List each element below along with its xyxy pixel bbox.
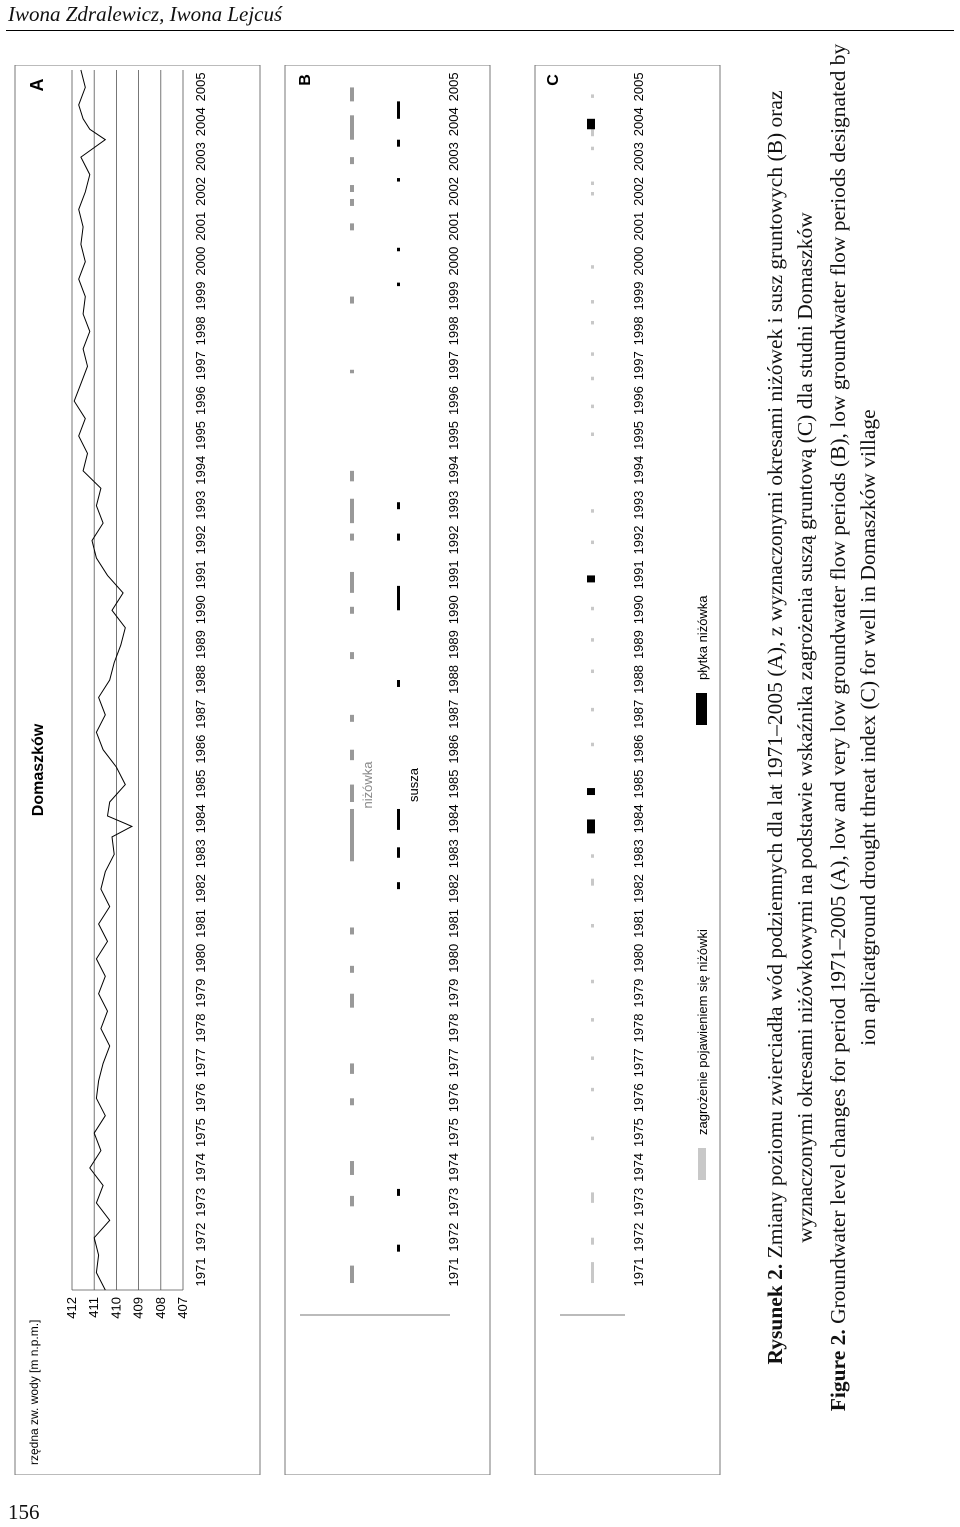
susza-period-bar: [397, 680, 400, 687]
year-label: 1971: [446, 1257, 461, 1287]
panel-b-letter: B: [297, 74, 314, 86]
threat-period-bar: [591, 192, 594, 195]
year-label: 2000: [631, 246, 646, 276]
shallow-period-bar: [587, 119, 595, 129]
legend-threat-swatch: [698, 1148, 706, 1180]
year-label: 2005: [631, 72, 646, 102]
year-label: 1992: [631, 525, 646, 555]
shallow-period-bar: [587, 819, 595, 833]
niz-period-bar: [350, 1063, 354, 1073]
y-tick-label: 409: [130, 1297, 146, 1319]
year-label: 1972: [446, 1222, 461, 1252]
threat-period-bar: [591, 147, 594, 150]
year-label: 1998: [631, 316, 646, 346]
year-label: 1974: [631, 1152, 646, 1182]
year-label: 1973: [193, 1187, 208, 1217]
niz-period-bar: [350, 785, 354, 802]
threat-period-bar: [591, 1088, 594, 1091]
niz-period-bar: [350, 370, 354, 373]
year-label: 1977: [446, 1048, 461, 1078]
groundwater-level-line: [74, 70, 132, 1290]
panel-c-frame: [535, 65, 720, 1475]
figure-svg: [10, 65, 750, 1475]
panel-a-letter: A: [27, 78, 47, 92]
legend-shallow-swatch: [696, 693, 707, 725]
threat-period-bar: [591, 377, 594, 380]
caption-pl: [760, 30, 820, 1425]
year-label: 1980: [631, 943, 646, 973]
year-label: 2004: [631, 107, 646, 137]
year-label: 1984: [193, 804, 208, 834]
y-tick-label: 410: [108, 1297, 124, 1319]
caption-en-text: Groundwater level changes for period 1971–2005 (A), low and very low groundwater flow periods (B), low groundwater flow periods designated by ion aplicatground drought threat index (C) for well in Domaszków village: [826, 43, 880, 1330]
year-label: 1980: [193, 943, 208, 973]
year-label: 1997: [631, 351, 646, 381]
year-label: 1987: [631, 699, 646, 729]
threat-period-bar: [591, 94, 594, 97]
year-label: 1983: [446, 839, 461, 869]
year-label: 1981: [446, 908, 461, 938]
year-label: 1999: [446, 281, 461, 311]
niz-period-bar: [350, 471, 354, 481]
y-tick-label: 408: [152, 1297, 168, 1319]
susza-label: susza: [406, 768, 421, 802]
susza-period-bar: [397, 534, 400, 541]
niz-period-bar: [350, 499, 354, 523]
year-label: 1988: [631, 664, 646, 694]
year-label: 1981: [631, 908, 646, 938]
niz-period-bar: [350, 652, 354, 659]
year-label: 1979: [193, 978, 208, 1008]
year-label: 1972: [193, 1222, 208, 1252]
year-label: 1980: [446, 943, 461, 973]
caption-pl-text: Zmiany poziomu zwierciadła wód podziemnych dla lat 1971–2005 (A), z wyznaczonymi okresami niżówek i susz gruntowych (B) oraz wyznaczonymi okresami niżówkowymi na podstawie wskaźnika zagrożenia suszą gruntową (C) dla studni Domaszków: [763, 90, 817, 1264]
year-label: 2001: [193, 211, 208, 241]
threat-period-bar: [591, 924, 594, 927]
year-label: 1977: [631, 1048, 646, 1078]
year-label: 2002: [631, 176, 646, 206]
susza-period-bar: [397, 140, 400, 147]
y-tick-label: 411: [86, 1297, 102, 1318]
caption-en-label: Figure 2.: [826, 1329, 850, 1412]
year-label: 1972: [631, 1222, 646, 1252]
year-label: 1975: [446, 1118, 461, 1148]
shallow-period-bar: [587, 788, 595, 795]
susza-period-bar: [397, 586, 400, 610]
year-label: 1993: [446, 490, 461, 520]
year-label: 1978: [193, 1013, 208, 1043]
threat-period-bar: [591, 509, 594, 512]
year-label: 1975: [631, 1118, 646, 1148]
caption-pl-label: Rysunek 2.: [763, 1263, 787, 1365]
year-label: 1977: [193, 1048, 208, 1078]
year-label: 1995: [193, 420, 208, 450]
year-label: 1979: [631, 978, 646, 1008]
year-label: 1987: [446, 699, 461, 729]
year-label: 1984: [446, 804, 461, 834]
year-label: 1976: [631, 1083, 646, 1113]
year-label: 1989: [193, 630, 208, 660]
legend-shallow-label: płytka niżówka: [695, 595, 710, 680]
susza-period-bar: [397, 809, 400, 830]
susza-period-bar: [397, 178, 400, 181]
threat-period-bar: [591, 300, 594, 303]
year-label: 1994: [631, 455, 646, 485]
year-label: 1979: [446, 978, 461, 1008]
niz-period-bar: [350, 297, 354, 304]
niz-period-bar: [350, 1196, 354, 1206]
niz-period-bar: [350, 199, 354, 206]
year-label: 2002: [193, 176, 208, 206]
page-number: 156: [8, 1500, 40, 1524]
threat-period-bar: [591, 1238, 594, 1245]
susza-period-bar: [397, 101, 400, 118]
year-label: 1974: [193, 1152, 208, 1182]
threat-period-bar: [591, 607, 594, 610]
year-label: 1992: [446, 525, 461, 555]
year-label: 1991: [193, 560, 208, 590]
year-label: 1988: [446, 664, 461, 694]
threat-period-bar: [591, 1056, 594, 1059]
susza-period-bar: [397, 847, 400, 857]
threat-period-bar: [591, 1137, 594, 1140]
year-label: 1998: [193, 316, 208, 346]
year-label: 1990: [631, 595, 646, 625]
y-tick-label: 412: [64, 1297, 79, 1319]
year-label: 1996: [631, 386, 646, 416]
year-label: 2005: [193, 72, 208, 102]
figure-2: [10, 65, 750, 1475]
panel-a-frame: [15, 65, 260, 1475]
running-header: [6, 0, 954, 31]
niz-period-bar: [350, 185, 354, 192]
niz-period-bar: [350, 1098, 354, 1105]
year-label: 1996: [446, 386, 461, 416]
niz-period-bar: [350, 927, 354, 934]
year-label: 2000: [446, 246, 461, 276]
niz-period-bar: [350, 534, 354, 541]
year-label: 1995: [446, 420, 461, 450]
shallow-period-bar: [587, 575, 595, 582]
threat-period-bar: [591, 854, 594, 857]
threat-period-bar: [591, 129, 594, 136]
year-label: 1986: [631, 734, 646, 764]
figure-caption: [760, 30, 930, 1425]
header-authors: Iwona Zdralewicz, Iwona Lejcuś: [8, 2, 283, 26]
year-label: 1997: [446, 351, 461, 381]
year-label: 1971: [193, 1257, 208, 1287]
year-label: 1982: [631, 874, 646, 904]
year-label: 1983: [631, 839, 646, 869]
year-label: 2004: [446, 107, 461, 137]
susza-period-bar: [397, 882, 400, 889]
threat-period-bar: [591, 541, 594, 544]
year-label: 2002: [446, 176, 461, 206]
year-label: 1978: [446, 1013, 461, 1043]
niz-period-bar: [350, 809, 354, 861]
niz-period-bar: [350, 223, 354, 230]
year-label: 1990: [446, 595, 461, 625]
year-label: 1991: [446, 560, 461, 590]
threat-period-bar: [591, 182, 594, 185]
susza-period-bar: [397, 502, 400, 509]
year-label: 1984: [631, 804, 646, 834]
niz-period-bar: [350, 115, 354, 139]
year-label: 1996: [193, 386, 208, 416]
year-label: 1992: [193, 525, 208, 555]
niz-period-bar: [350, 87, 354, 101]
year-label: 1975: [193, 1118, 208, 1148]
year-label: 1983: [193, 839, 208, 869]
threat-period-bar: [591, 352, 594, 355]
niz-period-bar: [350, 994, 354, 1008]
niz-period-bar: [350, 715, 354, 722]
year-label: 1999: [631, 281, 646, 311]
year-label: 2005: [446, 72, 461, 102]
year-label: 1976: [446, 1083, 461, 1113]
year-label: 2001: [446, 211, 461, 241]
year-label: 2004: [193, 107, 208, 137]
year-label: 1989: [631, 630, 646, 660]
niz-period-bar: [350, 1266, 354, 1283]
susza-period-bar: [397, 1189, 400, 1196]
threat-period-bar: [591, 1192, 594, 1202]
year-label: 1985: [193, 769, 208, 799]
threat-period-bar: [591, 638, 594, 641]
panel-c-letter: C: [545, 74, 562, 86]
niz-period-bar: [350, 1161, 354, 1175]
year-label: 1982: [193, 874, 208, 904]
year-label: 1989: [446, 630, 461, 660]
panel-a-title: Domaszków: [30, 723, 47, 817]
threat-period-bar: [591, 405, 594, 408]
susza-period-bar: [397, 248, 400, 251]
panel-a-ylabel: rzędna zw. wody [m n.p.m.]: [27, 1319, 41, 1465]
threat-period-bar: [591, 980, 594, 983]
year-label: 1978: [631, 1013, 646, 1043]
year-label: 1990: [193, 595, 208, 625]
niz-period-bar: [350, 572, 354, 593]
year-label: 2000: [193, 246, 208, 276]
year-label: 2001: [631, 211, 646, 241]
year-label: 1994: [446, 455, 461, 485]
year-label: 1993: [631, 490, 646, 520]
year-label: 1988: [193, 664, 208, 694]
susza-period-bar: [397, 283, 400, 286]
niz-period-bar: [350, 750, 354, 760]
year-label: 2003: [446, 142, 461, 172]
year-label: 1997: [193, 351, 208, 381]
year-label: 1985: [446, 769, 461, 799]
year-label: 1986: [446, 734, 461, 764]
year-label: 1982: [446, 874, 461, 904]
year-label: 1973: [631, 1187, 646, 1217]
threat-period-bar: [591, 879, 594, 886]
threat-period-bar: [591, 670, 594, 673]
threat-period-bar: [591, 433, 594, 436]
caption-en: [823, 30, 883, 1425]
year-label: 1973: [446, 1187, 461, 1217]
year-label: 2003: [631, 142, 646, 172]
threat-period-bar: [591, 743, 594, 746]
niz-period-bar: [350, 607, 354, 614]
year-label: 1974: [446, 1152, 461, 1182]
threat-period-bar: [591, 1018, 594, 1021]
legend-threat-label: zagrożenie pojawieniem się niżówki: [695, 929, 710, 1135]
threat-period-bar: [591, 708, 594, 711]
year-label: 1993: [193, 490, 208, 520]
year-label: 1991: [631, 560, 646, 590]
niz-period-bar: [350, 966, 354, 973]
threat-period-bar: [591, 1262, 594, 1283]
y-tick-label: 407: [175, 1297, 190, 1319]
susza-period-bar: [397, 1245, 400, 1252]
year-label: 1985: [631, 769, 646, 799]
year-label: 1994: [193, 455, 208, 485]
niz-label: niżówka: [360, 761, 375, 809]
niz-period-bar: [350, 157, 354, 164]
year-label: 1976: [193, 1083, 208, 1113]
year-label: 1999: [193, 281, 208, 311]
year-label: 1981: [193, 908, 208, 938]
year-label: 1995: [631, 420, 646, 450]
year-label: 1971: [631, 1257, 646, 1287]
year-label: 2003: [193, 142, 208, 172]
year-label: 1987: [193, 699, 208, 729]
threat-period-bar: [591, 321, 594, 324]
year-label: 1998: [446, 316, 461, 346]
threat-period-bar: [591, 265, 594, 268]
year-label: 1986: [193, 734, 208, 764]
